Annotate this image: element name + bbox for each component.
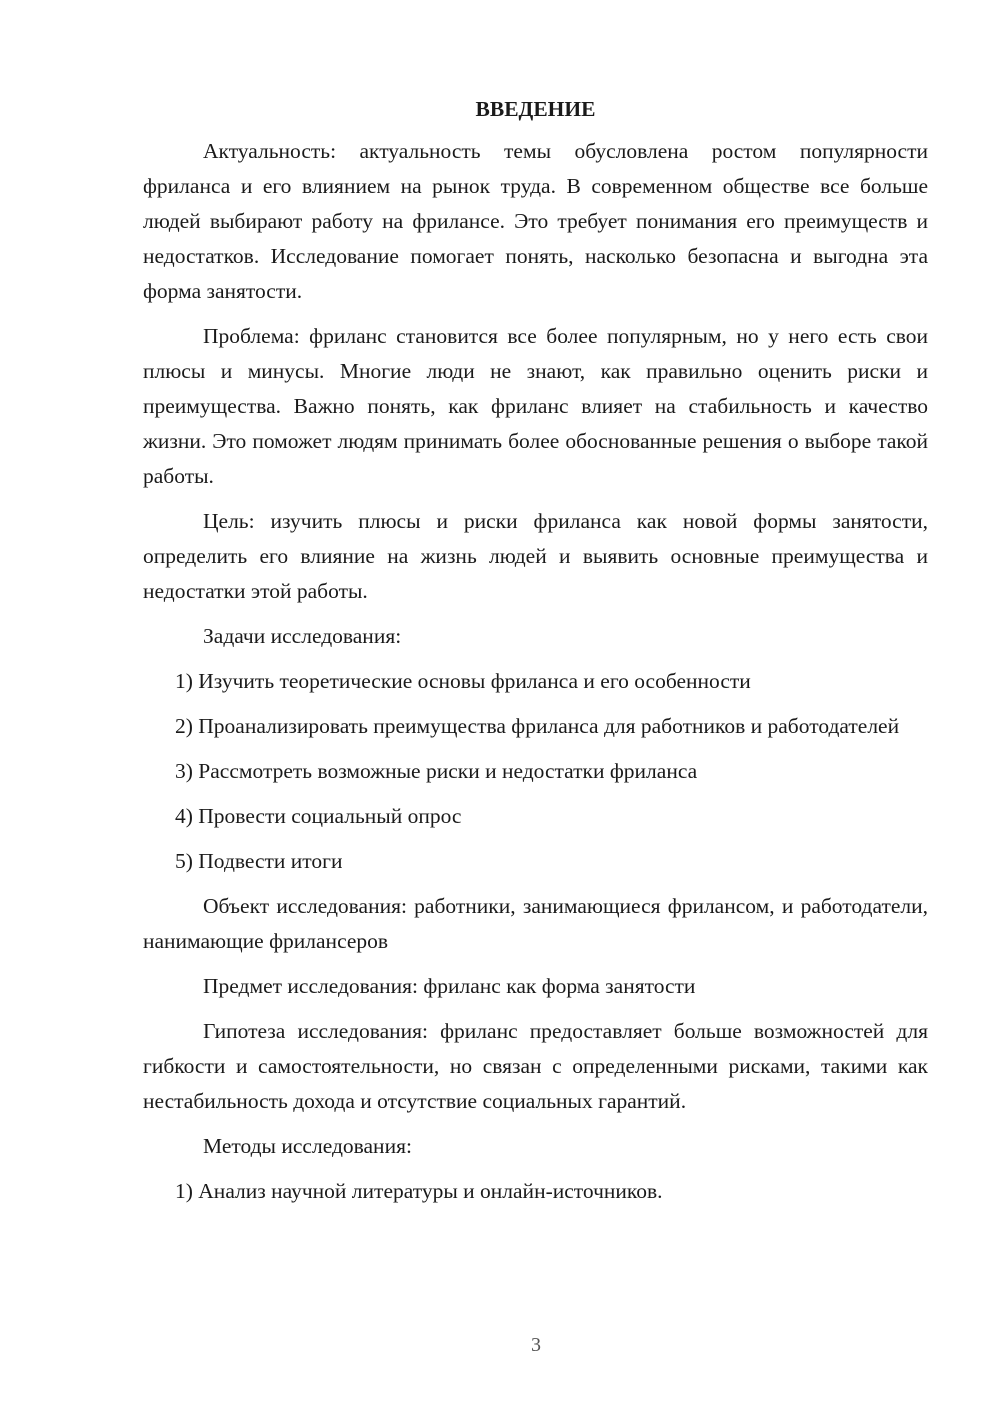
task-item-3: 3) Рассмотреть возможные риски и недостатки фриланса [175, 759, 698, 783]
task-item-1: 1) Изучить теоретические основы фриланса и его особенности [175, 669, 751, 693]
methods-heading: Методы исследования: [203, 1134, 412, 1158]
tasks-heading: Задачи исследования: [203, 624, 402, 648]
object-paragraph: Объект исследования: работники, занимающиеся фрилансом, и работодатели, нанимающие фрилансеров [143, 894, 928, 953]
page-number: 3 [531, 1334, 541, 1356]
task-item-5: 5) Подвести итоги [175, 849, 343, 873]
hypothesis-paragraph: Гипотеза исследования: фриланс предоставляет больше возможностей для гибкости и самостоятельности, но связан с определенными рисками, такими как нестабильность дохода и отсутствие социальных гарантий. [143, 1019, 928, 1113]
section-title: ВВЕДЕНИЕ [475, 97, 596, 121]
relevance-paragraph: Актуальность: актуальность темы обусловлена ростом популярности фриланса и его влиянием на рынок труда. В современном обществе все больше людей выбирают работу на фрилансе. Это требует понимания его преимуществ и недостатков. Исследование помогает понять, насколько безопасна и выгодна эта форма занятости. [143, 139, 928, 303]
task-item-4: 4) Провести социальный опрос [175, 804, 462, 828]
method-item-1: 1) Анализ научной литературы и онлайн-источников. [175, 1179, 663, 1203]
subject-paragraph: Предмет исследования: фриланс как форма занятости [203, 974, 696, 998]
task-item-2: 2) Проанализировать преимущества фриланса для работников и работодателей [175, 714, 900, 738]
document-page [143, 92, 928, 1219]
goal-paragraph: Цель: изучить плюсы и риски фриланса как новой формы занятости, определить его влияние на жизнь людей и выявить основные преимущества и недостатки этой работы. [143, 509, 928, 603]
problem-paragraph: Проблема: фриланс становится все более популярным, но у него есть свои плюсы и минусы. Многие люди не знают, как правильно оценить риски и преимущества. Важно понять, как фриланс влияет на стабильность и качество жизни. Это поможет людям принимать более обоснованные решения о выборе такой работы. [143, 324, 928, 488]
